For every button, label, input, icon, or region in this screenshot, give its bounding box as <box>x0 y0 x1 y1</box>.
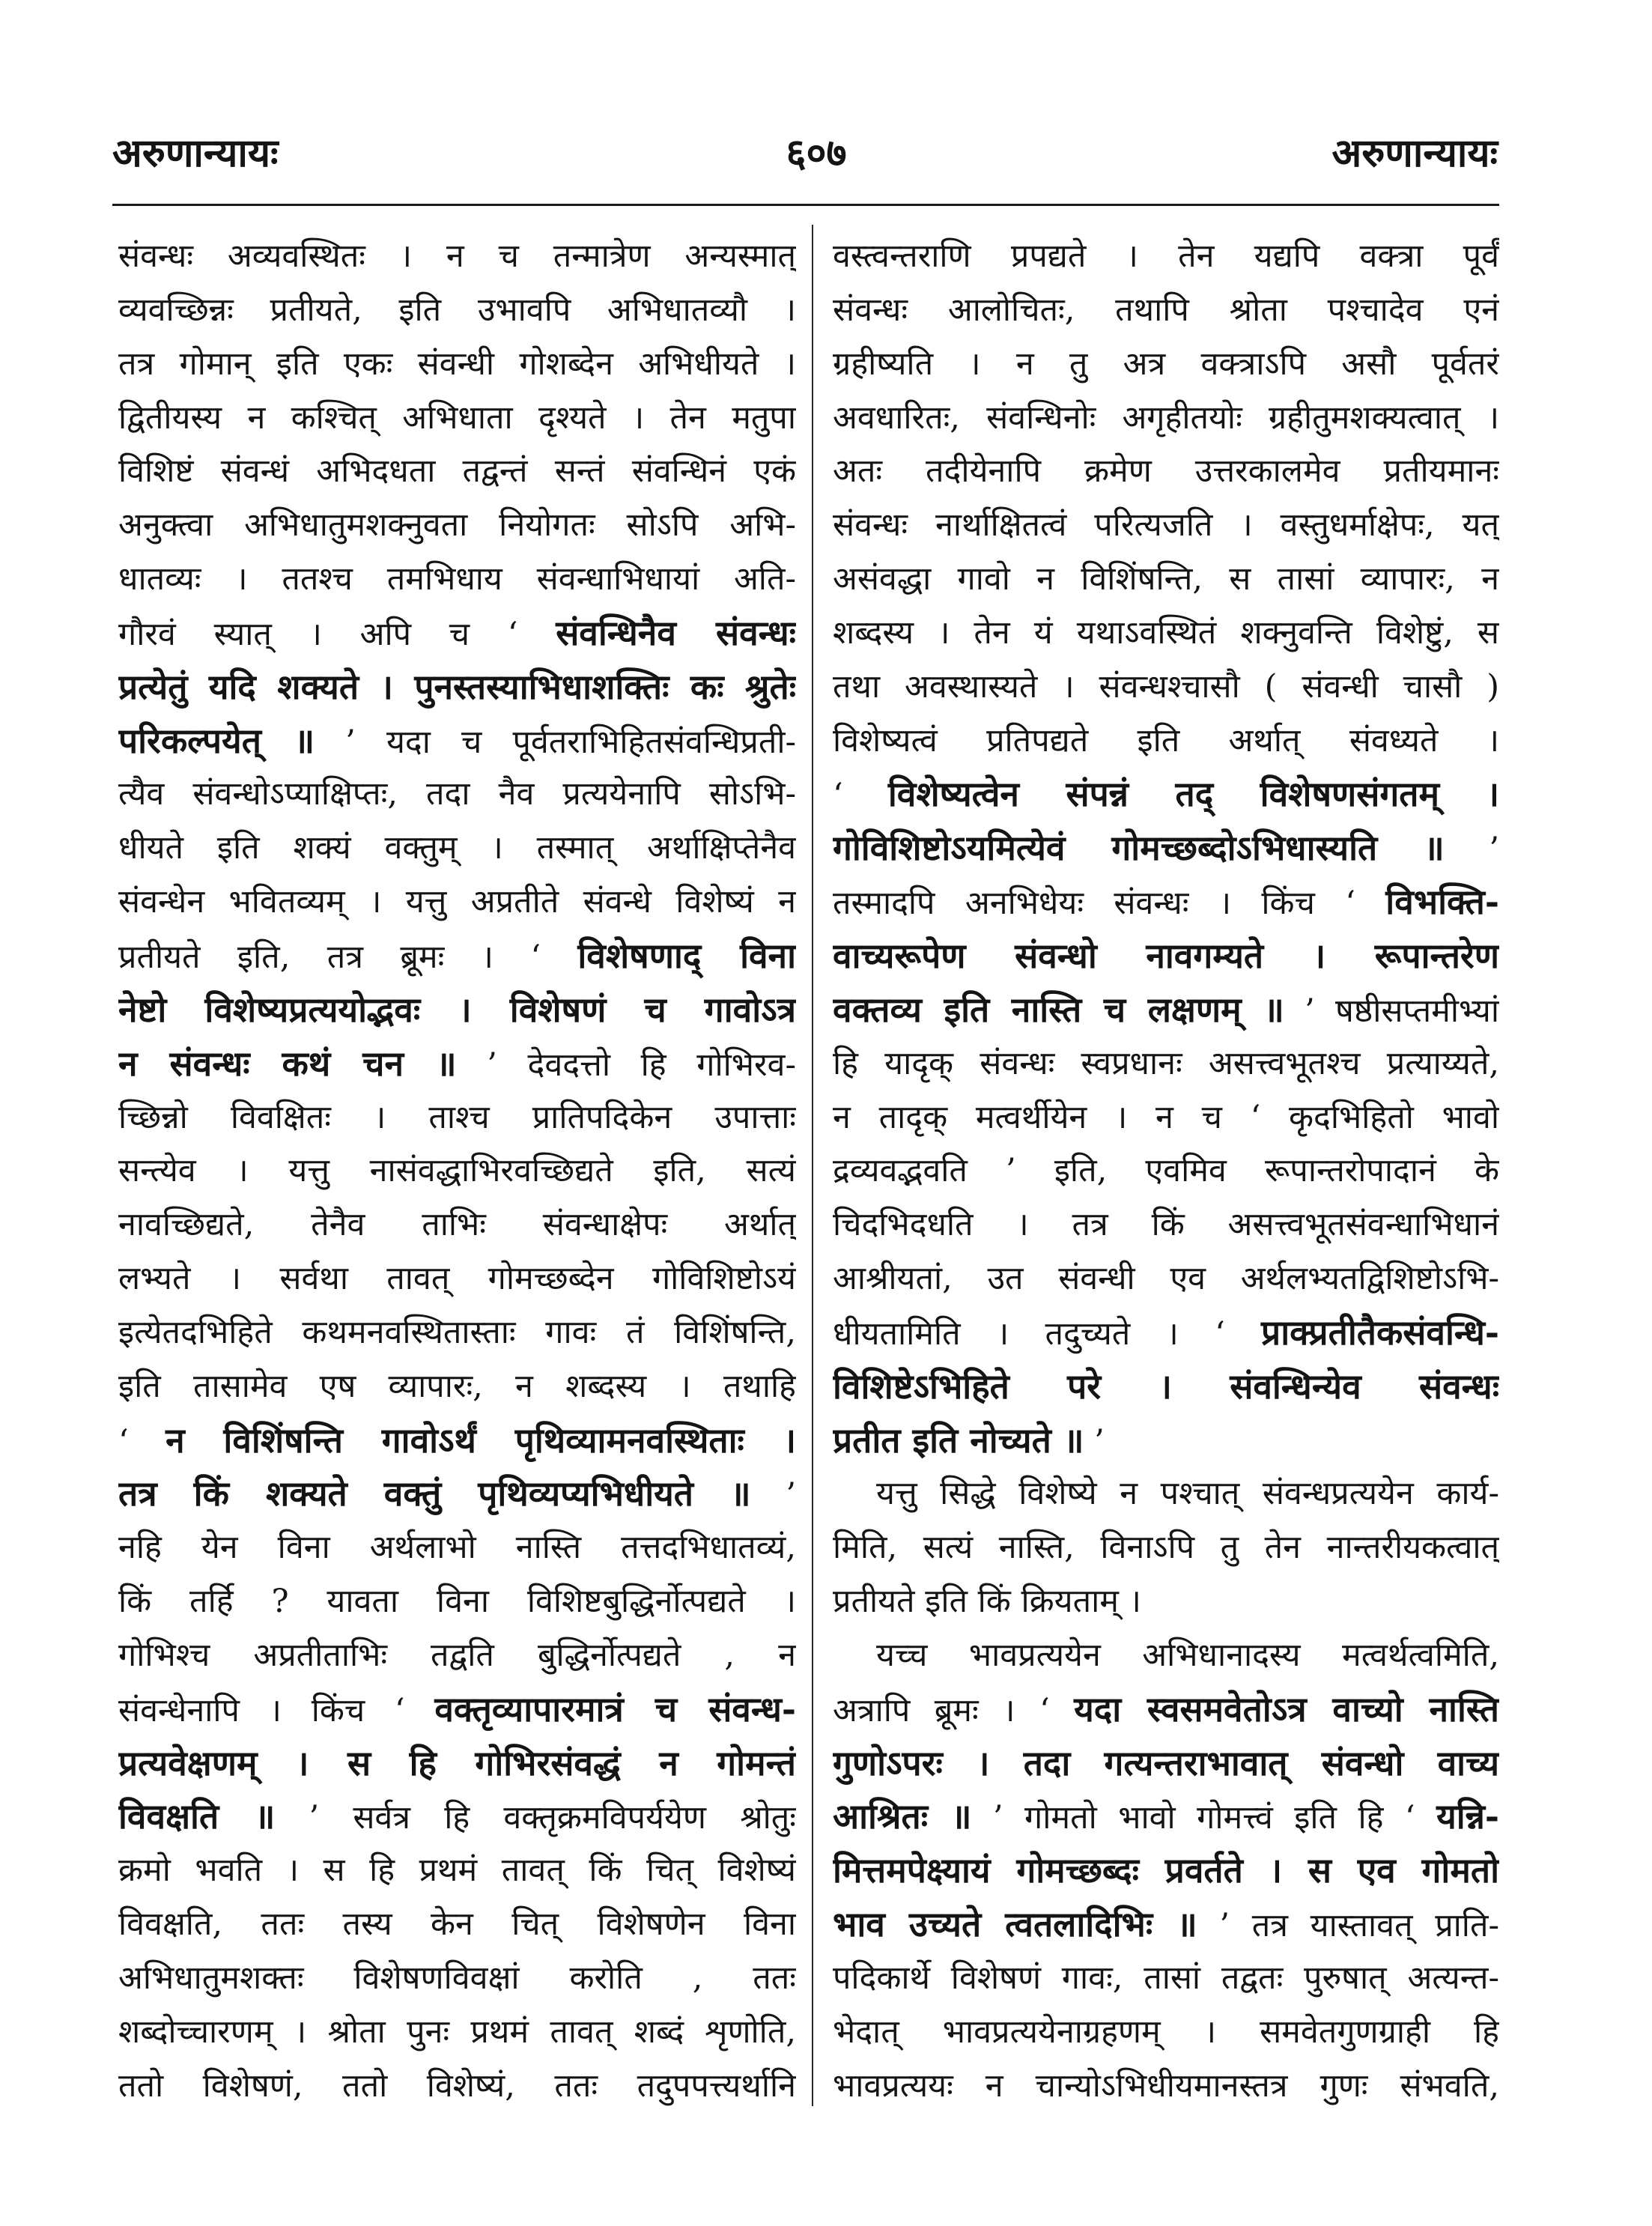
line-text <box>833 876 1499 931</box>
text-line <box>118 715 796 768</box>
text-line <box>833 929 1499 983</box>
prose-text: संवन्धः अव्यवस्थितः । न च तन्मात्रेण अन्यस्मात् <box>118 237 796 275</box>
prose-text: ग्रहीष्यति । न तु अत्र वक्त्राऽपि असौ पूर्वतरं <box>833 345 1499 383</box>
text-line <box>118 553 796 607</box>
running-title-left: अरुणान्यायः <box>112 130 279 176</box>
text-line <box>118 1144 796 1198</box>
text-line <box>833 1952 1499 2006</box>
line-text <box>833 1414 1105 1470</box>
text-line <box>118 661 796 715</box>
line-text <box>118 392 796 446</box>
text-line <box>833 1844 1499 1898</box>
text-line <box>833 983 1499 1037</box>
text-line <box>118 338 796 392</box>
prose-text: गौरवं स्यात् । अपि च ‘ <box>118 615 556 653</box>
text-line <box>118 929 796 983</box>
line-text <box>833 768 1499 823</box>
line-text <box>833 1306 1499 1362</box>
line-text <box>833 1575 1141 1629</box>
prose-text: किं तर्हि ? यावता विना विशिष्टबुद्धिर्नोत्पद्यते । <box>118 1583 796 1621</box>
line-text <box>118 499 796 553</box>
prose-text: भावप्रत्ययः न चान्योऽभिधीयमानस्तत्र गुणः संभवति, <box>833 2066 1499 2105</box>
prose-text: मिति, सत्यं नास्ति, विनाऽपि तु तेन नान्तरीयकत्वात् <box>833 1529 1499 1567</box>
line-text <box>118 983 796 1039</box>
line-text <box>118 1898 796 1952</box>
prose-text: ’ सर्वत्र हि वक्तृक्रमविपर्ययेण श्रोतुः <box>275 1799 796 1837</box>
prose-text: धातव्यः । ततश्च तमभिधाय संवन्धाभिधायां अति- <box>118 560 796 598</box>
line-text <box>833 1091 1499 1145</box>
text-line <box>833 607 1499 661</box>
verse-text: प्रत्येतुं यदि शक्यते । पुनस्तस्याभिधाशक्तिः कः श्रुतेः <box>118 666 796 707</box>
verse-text: आश्रितः ॥ <box>833 1796 972 1837</box>
prose-text: शब्दस्य । तेन यं यथाऽवस्थितं शक्नुवन्ति विशेष्टुं, स <box>833 613 1499 652</box>
line-text <box>833 1521 1499 1575</box>
prose-text: विवक्षति, ततः तस्य केन चित् विशेषणेन विना <box>118 1905 796 1944</box>
text-line <box>118 1683 796 1737</box>
prose-text: ’ <box>750 1476 796 1514</box>
prose-text: ’ यदा च पूर्वतराभिहितसंवन्धिप्रती- <box>315 723 796 761</box>
prose-text: विशेष्यत्वं प्रतिपद्यते इति अर्थात् संवध्यते । <box>833 721 1499 759</box>
text-line <box>118 1575 796 1629</box>
line-text <box>833 230 1499 284</box>
prose-text: गोभिश्च अप्रतीताभिः तद्वति बुद्धिर्नोत्पद्यते , न <box>118 1636 796 1674</box>
prose-text: प्रतीयते इति किं क्रियताम् । <box>833 1583 1141 1621</box>
text-line <box>118 392 796 446</box>
prose-text: नहि येन विना अर्थलाभो नास्ति तत्तदभिधातव्यं, <box>118 1529 796 1567</box>
prose-text: अत्रापि ब्रूमः । ‘ <box>833 1691 1075 1729</box>
text-line <box>118 499 796 553</box>
prose-text: यत्तु सिद्धे विशेष्ये न पश्चात् संवन्धप्रत्ययेन कार्य- <box>876 1475 1499 1513</box>
prose-text: अभिधातुमशक्तः विशेषणविवक्षां करोति , ततः <box>118 1959 796 1997</box>
column-divider <box>812 225 813 2106</box>
text-line <box>118 1198 796 1252</box>
verse-text: वक्तृव्यापारमात्रं च संवन्ध- <box>434 1688 796 1729</box>
verse-text: विशिष्टेऽभिहिते परे । संवन्धिन्येव संवन्धः <box>833 1365 1499 1407</box>
text-line <box>833 1252 1499 1306</box>
line-text <box>118 1091 796 1145</box>
line-text <box>118 230 796 284</box>
verse-text: संवन्धिनैव संवन्धः <box>556 612 796 653</box>
verse-text: न विशिंषन्ति गावोऽर्थं पृथिव्यामनवस्थिताः । <box>165 1419 796 1461</box>
prose-text: संवन्धः नार्थाक्षितत्वं परित्यजति । वस्तुधर्माक्षेपः, यत् <box>833 506 1499 545</box>
prose-text: अनुक्त्वा अभिधातुमशक्नुवता नियोगतः सोऽपि अभि- <box>118 506 796 545</box>
prose-text: ’ <box>1084 1422 1105 1461</box>
text-line <box>118 1467 796 1521</box>
line-text <box>833 1898 1499 1953</box>
prose-text: ‘ <box>833 777 888 815</box>
line-text <box>876 1467 1499 1521</box>
line-text <box>118 929 796 985</box>
text-line <box>833 1198 1499 1252</box>
verse-text: परिकल्पयेत् ॥ <box>118 720 315 761</box>
prose-text: वस्त्वन्तराणि प्रपद्यते । तेन यद्यपि वक्त्रा पूर्वं <box>833 237 1499 275</box>
line-text <box>833 822 1499 877</box>
line-text <box>833 1037 1499 1091</box>
text-line <box>118 1306 796 1360</box>
text-line <box>118 1037 796 1091</box>
text-line <box>833 553 1499 607</box>
text-line <box>833 499 1499 553</box>
prose-text: धीयतामिति । तदुच्यते । ‘ <box>833 1314 1262 1353</box>
text-line <box>118 1521 796 1575</box>
prose-text: ’ षष्ठीसप्तमीभ्यां <box>1284 992 1499 1030</box>
line-text <box>118 768 796 822</box>
line-text <box>118 1790 796 1846</box>
line-text <box>833 715 1499 768</box>
line-text <box>118 1467 796 1523</box>
verse-text: विभक्ति- <box>1385 882 1499 923</box>
line-text <box>118 1952 796 2006</box>
line-text <box>118 1521 796 1575</box>
line-text <box>833 607 1499 661</box>
prose-text: संवन्धः आलोचितः, तथापि श्रोता पश्चादेव एनं <box>833 291 1499 329</box>
prose-text: द्वितीयस्य न कश्चित् अभिधाता दृश्यते । तेन मतुपा <box>118 398 796 437</box>
prose-text: द्रव्यवद्भवति ’ इति, एवमिव रूपान्तरोपादानं के <box>833 1152 1499 1190</box>
prose-text: असंवद्धा गावो न विशिंषन्ति, स तासां व्यापारः, न <box>833 560 1499 598</box>
text-line <box>833 392 1499 446</box>
line-text <box>118 1037 796 1093</box>
prose-text: त्यैव संवन्धोऽप्याक्षिप्तः, तदा नैव प्रत्ययेनापि सोऽभि- <box>118 775 796 813</box>
line-text <box>118 715 796 770</box>
text-line <box>118 2060 796 2114</box>
verse-text: नेष्टो विशेष्यप्रत्ययोद्भवः । विशेषणं च गावोऽत्र <box>118 989 796 1030</box>
prose-text: भेदात् भावप्रत्ययेनाग्रहणम् । समवेतगुणग्राही हि <box>833 2013 1499 2051</box>
text-line <box>833 1629 1499 1683</box>
text-line <box>118 445 796 499</box>
text-line <box>118 1952 796 2006</box>
line-text <box>833 1737 1499 1792</box>
text-line <box>118 983 796 1037</box>
text-line <box>833 1467 1499 1521</box>
line-text <box>118 338 796 392</box>
prose-text: ततो विशेषणं, ततो विशेष्यं, ततः तदुपपत्त्यर्थानि <box>118 2066 796 2105</box>
line-text <box>118 1360 796 1414</box>
line-text <box>833 1198 1499 1252</box>
left-column <box>118 230 796 2117</box>
prose-text: सन्त्येव । यत्तु नासंवद्धाभिरवच्छिद्यते इति, सत्यं <box>118 1152 796 1190</box>
text-line <box>833 1037 1499 1091</box>
line-text <box>833 1952 1499 2006</box>
line-text <box>118 1844 796 1898</box>
line-text <box>118 1252 796 1306</box>
prose-text: संवन्धेनापि । किंच ‘ <box>118 1691 435 1729</box>
prose-text: क्रमो भवति । स हि प्रथमं तावत् किं चित् विशेष्यं <box>118 1852 796 1890</box>
verse-text: विशेषणाद् विना <box>577 935 796 976</box>
line-text <box>118 1306 796 1360</box>
line-text <box>833 392 1499 446</box>
verse-text: विवक्षति ॥ <box>118 1796 276 1837</box>
line-text <box>118 607 796 662</box>
prose-text: चिदभिदधति । तत्र किं असत्त्वभूतसंवन्धाभिधानं <box>833 1206 1499 1244</box>
text-line <box>118 1629 796 1683</box>
prose-text: न तादृक् मत्वर्थीयेन । न च ‘ कृदभिहितो भावो <box>833 1098 1499 1136</box>
prose-text: ’ <box>1444 831 1499 869</box>
text-line <box>118 1252 796 1306</box>
line-text <box>833 1683 1499 1738</box>
header-rule <box>112 204 1499 206</box>
prose-text: ’ देवदत्तो हि गोभिरव- <box>456 1046 796 1084</box>
line-text <box>118 1144 796 1198</box>
text-line <box>833 1144 1499 1198</box>
text-line <box>833 2060 1499 2114</box>
line-text <box>118 822 796 876</box>
text-line <box>118 1737 796 1791</box>
line-text <box>833 445 1499 499</box>
text-line <box>833 1737 1499 1791</box>
line-text <box>833 661 1499 715</box>
text-line <box>833 284 1499 338</box>
prose-text: अतः तदीयेनापि क्रमेण उत्तरकालमेव प्रतीयमानः <box>833 452 1499 491</box>
text-line <box>833 1091 1499 1145</box>
verse-text: यन्नि- <box>1436 1796 1499 1837</box>
prose-text: इत्येतदभिहिते कथमनवस्थितास्ताः गावः तं विशिंषन्ति, <box>118 1313 796 1351</box>
text-line <box>833 1521 1499 1575</box>
verse-text: भाव उच्यते त्वतलादिभिः ॥ <box>833 1904 1197 1945</box>
verse-text: विशेष्यत्वेन संपन्नं तद् विशेषणसंगतम् । <box>887 774 1499 815</box>
text-line <box>118 1844 796 1898</box>
line-text <box>118 2060 796 2114</box>
text-line <box>833 768 1499 822</box>
line-text <box>876 1629 1499 1683</box>
verse-text: गोविशिष्टोऽयमित्येवं गोमच्छब्दोऽभिधास्यति ॥ <box>833 828 1445 869</box>
prose-text: संवन्धेन भवितव्यम् । यत्तु अप्रतीते संवन्धे विशेष्यं न <box>118 883 796 921</box>
prose-text: पदिकार्थे विशेषणं गावः, तासां तद्वतः पुरुषात् अत्यन्त- <box>833 1959 1499 1997</box>
text-line <box>833 822 1499 876</box>
prose-text: अवधारितः, संवन्धिनोः अगृहीतयोः ग्रहीतुमशक्यत्वात् । <box>833 398 1499 437</box>
prose-text: इति तासामेव एष व्यापारः, न शब्दस्य । तथाहि <box>118 1367 796 1405</box>
prose-text: धीयते इति शक्यं वक्तुम् । तस्मात् अर्थाक्षिप्तेनैव <box>118 829 796 867</box>
line-text <box>833 929 1499 985</box>
verse-text: यदा स्वसमवेतोऽत्र वाच्यो नास्ति <box>1074 1688 1499 1729</box>
line-text <box>833 338 1499 392</box>
line-text <box>833 1844 1499 1899</box>
verse-text: न संवन्धः कथं चन ॥ <box>118 1043 457 1084</box>
line-text <box>833 2006 1499 2060</box>
verse-text: प्रतीत इति नोच्यते ॥ <box>833 1419 1084 1461</box>
line-text <box>833 1360 1499 1416</box>
text-line <box>118 876 796 929</box>
text-line <box>833 1790 1499 1844</box>
text-line <box>118 2006 796 2060</box>
text-line <box>833 1683 1499 1737</box>
prose-text: तथा अवस्थास्यते । संवन्धश्चासौ ( संवन्धी चासौ ) <box>833 667 1499 706</box>
running-title-right: अरुणान्यायः <box>1331 130 1498 176</box>
line-text <box>118 553 796 607</box>
line-text <box>833 2060 1499 2114</box>
prose-text: ‘ <box>118 1422 166 1461</box>
text-line <box>833 2006 1499 2060</box>
text-line <box>833 661 1499 715</box>
text-line <box>118 230 796 284</box>
line-text <box>118 1737 796 1792</box>
prose-text: ’ तत्र यास्तावत् प्राति- <box>1197 1907 1499 1945</box>
line-text <box>833 553 1499 607</box>
text-line <box>833 1898 1499 1952</box>
line-text <box>833 1144 1499 1198</box>
text-line <box>833 230 1499 284</box>
line-text <box>833 983 1499 1039</box>
text-line <box>118 1898 796 1952</box>
line-text <box>118 1198 796 1252</box>
prose-text: विशिष्टं संवन्धं अभिदधता तद्वन्तं सन्तं संवन्धिनं एकं <box>118 452 796 491</box>
text-line <box>118 822 796 876</box>
prose-text: लभ्यते । सर्वथा तावत् गोमच्छब्देन गोविशिष्टोऽयं <box>118 1260 796 1298</box>
prose-text: तत्र गोमान् इति एकः संवन्धी गोशब्देन अभिधीयते । <box>118 345 796 383</box>
prose-text: च्छिन्नो विवक्षितः । ताश्च प्रातिपदिकेन उपात्ताः <box>118 1098 796 1136</box>
text-line <box>833 1306 1499 1360</box>
verse-text: तत्र किं शक्यते वक्तुं पृथिव्यप्यभिधीयते ॥ <box>118 1473 751 1514</box>
line-text <box>118 2006 796 2060</box>
line-text <box>118 445 796 499</box>
line-text <box>118 1414 796 1470</box>
prose-text: आश्रीयतां, उत संवन्धी एव अर्थलभ्यतद्विशिष्टोऽभि- <box>833 1260 1499 1298</box>
text-line <box>118 768 796 822</box>
line-text <box>118 1683 796 1738</box>
verse-text: प्राक्प्रतीतैकसंवन्धि- <box>1261 1311 1499 1353</box>
text-line <box>833 876 1499 929</box>
verse-text: गुणोऽपरः । तदा गत्यन्तराभावात् संवन्धो वाच्य <box>833 1742 1499 1783</box>
line-text <box>118 1629 796 1683</box>
verse-text: प्रत्यवेक्षणम् । स हि गोभिरसंवद्धं न गोमन्तं <box>118 1742 796 1783</box>
line-text <box>833 284 1499 338</box>
line-text <box>118 661 796 716</box>
line-text <box>118 284 796 338</box>
verse-text: वक्तव्य इति नास्ति च लक्षणम् ॥ <box>833 989 1284 1030</box>
text-line <box>118 607 796 661</box>
prose-text: ’ गोमतो भावो गोमत्त्वं इति हि ‘ <box>971 1799 1437 1837</box>
prose-text: तस्मादपि अनभिधेयः संवन्धः । किंच ‘ <box>833 885 1386 923</box>
verse-text: वाच्यरूपेण संवन्धो नावगम्यते । रूपान्तरेण <box>833 935 1499 976</box>
prose-text: यच्च भावप्रत्ययेन अभिधानादस्य मत्वर्थत्वमिति, <box>876 1636 1499 1674</box>
right-column <box>833 230 1499 2117</box>
text-line <box>118 284 796 338</box>
text-line <box>833 715 1499 768</box>
prose-text: हि यादृक् संवन्धः स्वप्रधानः असत्त्वभूतश्च प्रत्याय्यते, <box>833 1044 1499 1082</box>
line-text <box>118 1575 796 1629</box>
line-text <box>833 1790 1499 1846</box>
text-line <box>118 1360 796 1414</box>
text-line <box>118 1790 796 1844</box>
line-text <box>118 876 796 929</box>
prose-text: शब्दोच्चारणम् । श्रोता पुनः प्रथमं तावत् शब्दं शृणोति, <box>118 2013 796 2051</box>
page-number: ६०७ <box>786 130 847 176</box>
text-line <box>833 445 1499 499</box>
prose-text: नावच्छिद्यते, तेनैव ताभिः संवन्धाक्षेपः अर्थात् <box>118 1206 796 1244</box>
text-line <box>833 338 1499 392</box>
text-line <box>833 1575 1499 1629</box>
prose-text: प्रतीयते इति, तत्र ब्रूमः । ‘ <box>118 938 578 976</box>
text-line <box>833 1360 1499 1414</box>
text-line <box>118 1091 796 1145</box>
verse-text: मित्तमपेक्ष्यायं गोमच्छब्दः प्रवर्तते । स एव गोमतो <box>833 1850 1499 1891</box>
text-line <box>118 1414 796 1468</box>
line-text <box>833 499 1499 553</box>
text-line <box>833 1414 1499 1468</box>
prose-text: व्यवच्छिन्नः प्रतीयते, इति उभावपि अभिधातव्यौ । <box>118 291 796 329</box>
line-text <box>833 1252 1499 1306</box>
